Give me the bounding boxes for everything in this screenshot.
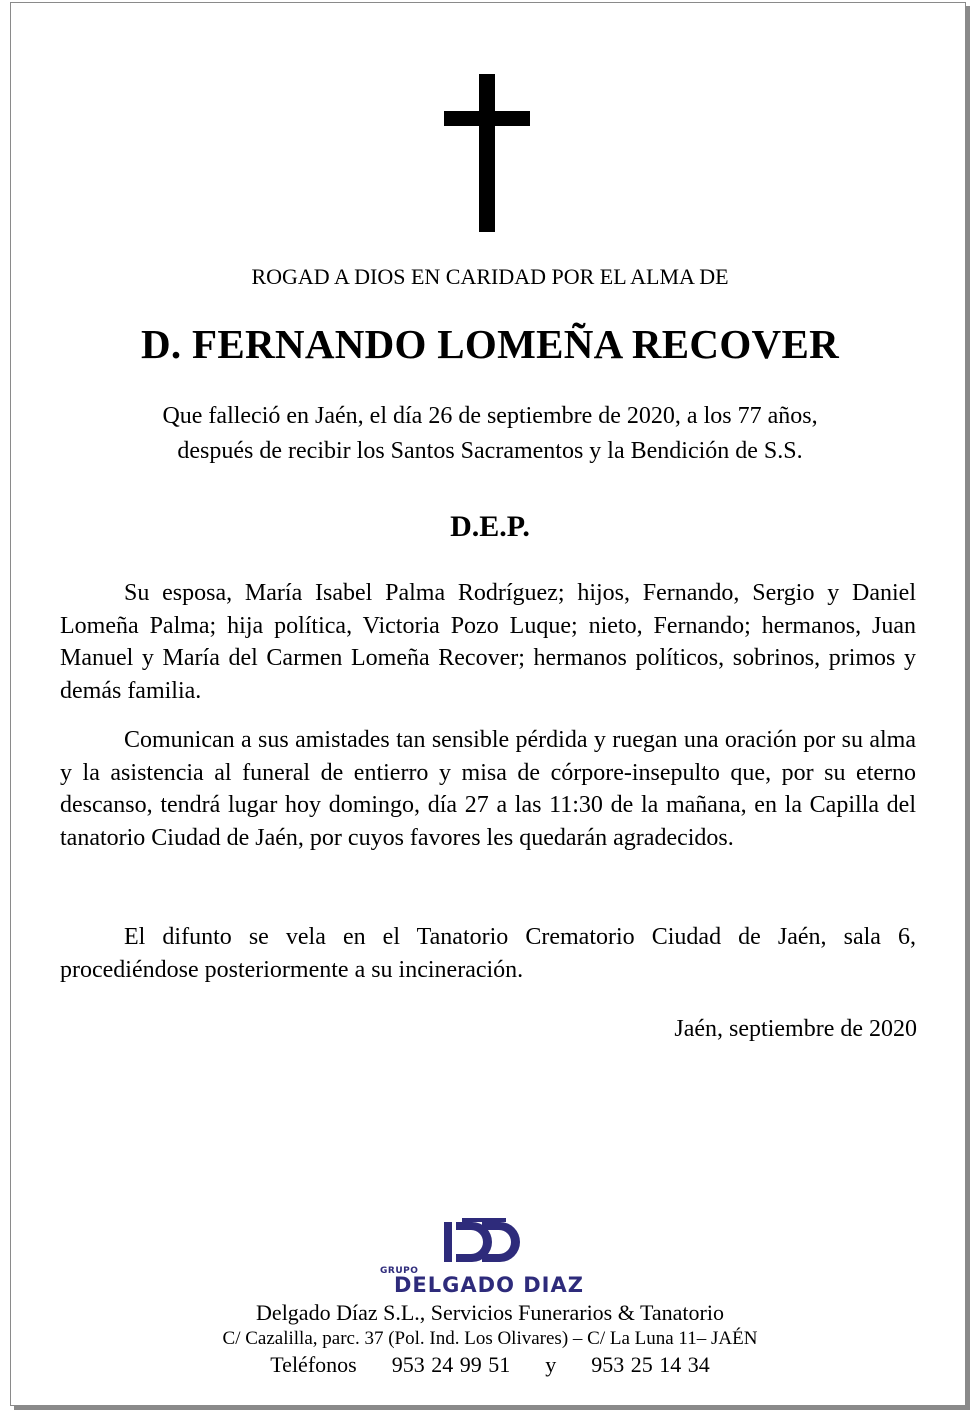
deceased-name: D. FERNANDO LOMEÑA RECOVER	[141, 321, 839, 367]
phone-1: 953 24 99 51	[391, 1352, 511, 1377]
company-logo	[380, 1218, 600, 1298]
phones-and: y	[545, 1352, 557, 1377]
death-notice-line-1: Que falleció en Jaén, el día 26 de septiembre de 2020, a los 77 años,	[162, 403, 818, 429]
vigil-paragraph: El difunto se vela en el Tanatorio Crematorio Ciudad de Jaén, sala 6, procediéndose posteriormente a su incineración.	[60, 924, 916, 983]
death-notice-line-2: después de recibir los Santos Sacramentos y la Bendición de S.S.	[177, 438, 803, 464]
cross-icon	[444, 74, 530, 232]
logo-grupo-label: GRUPO	[380, 1266, 419, 1276]
prayer-heading: ROGAD A DIOS EN CARIDAD POR EL ALMA DE	[251, 264, 729, 289]
phone-2: 953 25 14 34	[591, 1352, 710, 1377]
dd-logo-icon	[442, 1218, 526, 1266]
funeral-paragraph: Comunican a sus amistades tan sensible pérdida y ruegan una oración por su alma y la asistencia al funeral de entierro y misa de córpore-insepulto que, por su eterno descanso, tendrá lugar hoy domingo, día 27 a las 11:30 de la mañana, en la Capilla del tanatorio Ciudad de Jaén, por cuyos favores les quedarán agradecidos.	[60, 727, 916, 851]
dep-heading: D.E.P.	[450, 510, 530, 543]
place-date: Jaén, septiembre de 2020	[674, 1016, 917, 1042]
company-name: Delgado Díaz S.L., Servicios Funerarios & Tanatorio	[256, 1300, 724, 1325]
family-paragraph: Su esposa, María Isabel Palma Rodríguez; hijos, Fernando, Sergio y Daniel Lomeña Palma; hija política, Victoria Pozo Luque; nieto, Fernando; hermanos, Juan Manuel y María del Carmen Lomeña Recover; hermanos políticos, sobrinos, primos y demás familia.	[60, 580, 916, 704]
death-notice	[0, 399, 980, 469]
company-address: C/ Cazalilla, parc. 37 (Pol. Ind. Los Olivares) – C/ La Luna 11– JAÉN	[222, 1328, 758, 1349]
logo-company-name: DELGADO DIAZ	[394, 1273, 584, 1297]
phones-label: Teléfonos	[270, 1352, 357, 1377]
company-phones	[0, 1352, 980, 1378]
